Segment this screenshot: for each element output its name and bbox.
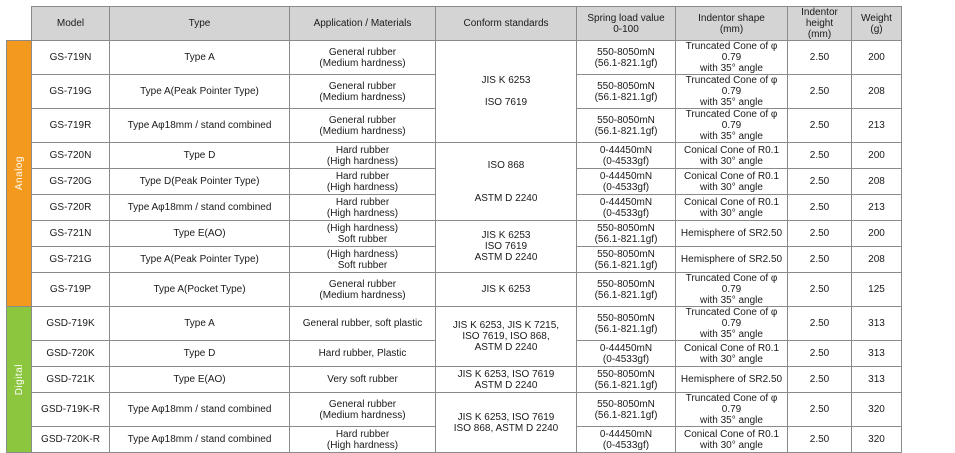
indentor-line: Truncated Cone of φ 0.79 <box>685 109 778 131</box>
spring-line: (0-4533gf) <box>602 155 650 167</box>
spring-line: (0-4533gf) <box>602 439 650 451</box>
app-line: Hard rubber <box>335 428 390 440</box>
cell-spring-load <box>577 109 676 143</box>
cell-indentor-shape <box>676 367 788 393</box>
app-line: General rubber, soft plastic <box>302 318 423 329</box>
cell-indentor-shape <box>676 341 788 367</box>
indentor-line: with 35° angle <box>700 295 763 306</box>
cell-spring-load <box>577 427 676 453</box>
spring-line: (56.1-821.1gf) <box>594 379 658 391</box>
spring-line: (56.1-821.1gf) <box>594 289 658 301</box>
indentor-line: Truncated Cone of φ 0.79 <box>685 273 778 295</box>
spring-line: (0-4533gf) <box>602 181 650 193</box>
header-spring-load <box>577 7 676 41</box>
standard-line: ISO 868 <box>487 159 525 171</box>
cell-weight: 125 <box>852 273 902 307</box>
cell-weight: 208 <box>852 75 902 109</box>
indentor-line: Conical Cone of R0.1 <box>683 170 780 182</box>
cell-application <box>290 427 436 453</box>
header-spring-line1: Spring load value <box>587 12 665 24</box>
app-line: (High hardness) <box>326 181 399 193</box>
cell-standards <box>436 393 577 453</box>
cell-type: Type Aφ18mm / stand combined <box>110 195 290 221</box>
standard-line: ISO 7619, ISO 868, <box>462 331 550 342</box>
cell-type: Type E(AO) <box>110 367 290 393</box>
spring-line: 0-44450mN <box>599 342 653 354</box>
cell-application <box>290 341 436 367</box>
header-spring-line2: 0-100 <box>613 23 639 35</box>
standard-line: ISO 7619 <box>484 97 528 108</box>
corner-cell <box>7 7 32 41</box>
spring-line: 550-8050mN <box>597 278 655 290</box>
cell-indentor-shape <box>676 221 788 247</box>
cell-spring-load <box>577 307 676 341</box>
spring-line: 0-44450mN <box>599 428 653 440</box>
header-weight-line1: Weight <box>861 12 892 24</box>
cell-indentor-shape <box>676 427 788 453</box>
cell-weight: 213 <box>852 109 902 143</box>
spring-line: 550-8050mN <box>597 46 655 58</box>
app-line: (High hardness) <box>326 222 399 234</box>
header-indentor-line1: Indentor shape <box>698 12 765 24</box>
cell-type: Type D <box>110 143 290 169</box>
cell-type: Type A(Pocket Type) <box>110 273 290 307</box>
cell-application <box>290 393 436 427</box>
cell-application <box>290 41 436 75</box>
app-line: Hard rubber <box>335 196 390 208</box>
cell-indentor-height: 2.50 <box>788 393 852 427</box>
header-indentor-line2: (mm) <box>719 23 744 35</box>
spring-line: (56.1-821.1gf) <box>594 409 658 421</box>
standard-line: ASTM D 2240 <box>474 342 538 353</box>
cell-weight: 213 <box>852 195 902 221</box>
cell-type: Type A(Peak Pointer Type) <box>110 75 290 109</box>
cell-type: Type A <box>110 307 290 341</box>
app-line: (Medium hardness) <box>319 289 406 301</box>
cell-indentor-height: 2.50 <box>788 307 852 341</box>
app-line: (High hardness) <box>326 439 399 451</box>
spring-line: (56.1-821.1gf) <box>594 57 658 69</box>
cell-standards <box>436 143 577 221</box>
table-row <box>7 273 950 307</box>
cell-model: GS-721G <box>32 247 110 273</box>
cell-spring-load <box>577 393 676 427</box>
cell-indentor-shape <box>676 41 788 75</box>
table-row <box>7 143 950 169</box>
app-line: General rubber <box>328 80 397 92</box>
app-line: General rubber <box>328 46 397 58</box>
category-digital <box>7 307 32 453</box>
spring-line: 550-8050mN <box>597 368 655 380</box>
standard-line: ISO 868, ASTM D 2240 <box>453 422 559 434</box>
spring-line: (0-4533gf) <box>602 353 650 365</box>
cell-model: GS-719R <box>32 109 110 143</box>
cell-weight: 320 <box>852 427 902 453</box>
cell-indentor-shape <box>676 393 788 427</box>
cell-model: GS-719N <box>32 41 110 75</box>
indentor-line: Hemisphere of SR2.50 <box>680 374 783 385</box>
cell-indentor-shape <box>676 143 788 169</box>
cell-model: GS-719P <box>32 273 110 307</box>
cell-indentor-height: 2.50 <box>788 247 852 273</box>
cell-spring-load <box>577 221 676 247</box>
cell-indentor-height: 2.50 <box>788 109 852 143</box>
indentor-line: with 30° angle <box>700 181 763 193</box>
category-analog-label: Analog <box>13 156 25 191</box>
indentor-line: Hemisphere of SR2.50 <box>680 228 783 239</box>
table-row <box>7 307 950 341</box>
app-line: General rubber <box>328 278 397 290</box>
cell-weight: 313 <box>852 341 902 367</box>
header-standards: Conform standards <box>436 7 577 41</box>
header-height-line2: (mm) <box>807 29 832 40</box>
app-line: Soft rubber <box>337 233 388 245</box>
spring-line: (0-4533gf) <box>602 207 650 219</box>
category-analog <box>7 41 32 307</box>
cell-model: GS-720N <box>32 143 110 169</box>
cell-standards <box>436 307 577 367</box>
app-line: (High hardness) <box>326 155 399 167</box>
cell-spring-load <box>577 169 676 195</box>
spring-line: (56.1-821.1gf) <box>594 259 658 271</box>
app-line: General rubber <box>328 398 397 410</box>
indentor-line: Truncated Cone of φ 0.79 <box>685 393 778 415</box>
indentor-line: Conical Cone of R0.1 <box>683 342 780 354</box>
spring-line: (56.1-821.1gf) <box>594 233 658 245</box>
cell-weight: 200 <box>852 143 902 169</box>
cell-model: GS-720G <box>32 169 110 195</box>
cell-type: Type E(AO) <box>110 221 290 247</box>
category-digital-label: Digital <box>13 363 25 396</box>
indentor-line: with 35° angle <box>700 97 763 108</box>
table-row <box>7 41 950 75</box>
cell-indentor-height: 2.50 <box>788 341 852 367</box>
cell-model: GSD-719K-R <box>32 393 110 427</box>
table-row <box>7 221 950 247</box>
indentor-line: with 35° angle <box>700 131 763 142</box>
indentor-line: with 35° angle <box>700 63 763 74</box>
cell-weight: 208 <box>852 169 902 195</box>
app-line: (Medium hardness) <box>319 91 406 103</box>
table-row <box>7 367 950 393</box>
header-height-line1: Indentor height <box>801 7 838 29</box>
standard-line: ASTM D 2240 <box>474 192 538 204</box>
cell-application <box>290 367 436 393</box>
cell-type: Type Aφ18mm / stand combined <box>110 393 290 427</box>
header-application: Application / Materials <box>290 7 436 41</box>
indentor-line: with 30° angle <box>700 155 763 167</box>
app-line: Hard rubber <box>335 170 390 182</box>
cell-indentor-height: 2.50 <box>788 75 852 109</box>
cell-weight: 320 <box>852 393 902 427</box>
table-row <box>7 393 950 427</box>
indentor-line: with 30° angle <box>700 439 763 451</box>
cell-standards: JIS K 6253 <box>436 273 577 307</box>
cell-model: GS-719G <box>32 75 110 109</box>
header-type: Type <box>110 7 290 41</box>
indentor-line: with 30° angle <box>700 353 763 365</box>
standard-line: ASTM D 2240 <box>474 252 538 263</box>
standard-line: ASTM D 2240 <box>474 379 538 391</box>
cell-spring-load <box>577 143 676 169</box>
standard-line: JIS K 6253, JIS K 7215, <box>452 320 560 331</box>
cell-indentor-height: 2.50 <box>788 169 852 195</box>
cell-indentor-height: 2.50 <box>788 221 852 247</box>
cell-indentor-shape <box>676 75 788 109</box>
app-line: (Medium hardness) <box>319 57 406 69</box>
cell-weight: 200 <box>852 41 902 75</box>
spring-line: (56.1-821.1gf) <box>594 91 658 103</box>
indentor-line: with 35° angle <box>700 329 763 340</box>
spring-line: 0-44450mN <box>599 196 653 208</box>
cell-type: Type A(Peak Pointer Type) <box>110 247 290 273</box>
cell-indentor-shape <box>676 273 788 307</box>
cell-spring-load <box>577 247 676 273</box>
cell-type: Type D(Peak Pointer Type) <box>110 169 290 195</box>
cell-indentor-height: 2.50 <box>788 41 852 75</box>
standard-line: JIS K 6253 <box>481 75 531 86</box>
cell-spring-load <box>577 75 676 109</box>
indentor-line: Truncated Cone of φ 0.79 <box>685 307 778 329</box>
cell-spring-load <box>577 367 676 393</box>
cell-weight: 313 <box>852 367 902 393</box>
cell-indentor-height: 2.50 <box>788 273 852 307</box>
cell-indentor-height: 2.50 <box>788 427 852 453</box>
cell-application <box>290 109 436 143</box>
cell-weight: 313 <box>852 307 902 341</box>
cell-model: GS-721N <box>32 221 110 247</box>
standard-line: JIS K 6253, ISO 7619 <box>457 368 555 380</box>
cell-type: Type A <box>110 41 290 75</box>
indentor-line: Truncated Cone of φ 0.79 <box>685 41 778 63</box>
standard-line: JIS K 6253 <box>481 230 531 241</box>
cell-indentor-shape <box>676 109 788 143</box>
header-model: Model <box>32 7 110 41</box>
spring-line: 550-8050mN <box>597 248 655 260</box>
cell-type: Type Aφ18mm / stand combined <box>110 109 290 143</box>
cell-indentor-height: 2.50 <box>788 143 852 169</box>
cell-model: GSD-721K <box>32 367 110 393</box>
spec-table-container <box>6 6 949 451</box>
cell-spring-load <box>577 273 676 307</box>
cell-model: GS-720R <box>32 195 110 221</box>
app-line: Hard rubber <box>335 144 390 156</box>
cell-application <box>290 221 436 247</box>
cell-standards <box>436 41 577 143</box>
header-weight-line2: (g) <box>870 23 883 35</box>
cell-application <box>290 307 436 341</box>
app-line: (High hardness) <box>326 207 399 219</box>
cell-standards <box>436 367 577 393</box>
cell-spring-load <box>577 341 676 367</box>
hardness-tester-spec-table <box>6 6 950 453</box>
cell-model: GSD-720K <box>32 341 110 367</box>
cell-indentor-height: 2.50 <box>788 367 852 393</box>
indentor-line: Conical Cone of R0.1 <box>683 428 780 440</box>
app-line: Very soft rubber <box>327 374 398 385</box>
cell-weight: 208 <box>852 247 902 273</box>
cell-standards <box>436 221 577 273</box>
app-line: Soft rubber <box>337 259 388 271</box>
spring-line: 550-8050mN <box>597 398 655 410</box>
indentor-line: Hemisphere of SR2.50 <box>680 254 783 265</box>
cell-application <box>290 75 436 109</box>
cell-spring-load <box>577 41 676 75</box>
spring-line: 550-8050mN <box>597 312 655 324</box>
indentor-line: Conical Cone of R0.1 <box>683 144 780 156</box>
indentor-line: Truncated Cone of φ 0.79 <box>685 75 778 97</box>
cell-indentor-shape <box>676 195 788 221</box>
indentor-line: with 35° angle <box>700 415 763 426</box>
spring-line: 550-8050mN <box>597 222 655 234</box>
table-body <box>7 41 950 453</box>
cell-indentor-height: 2.50 <box>788 195 852 221</box>
cell-indentor-shape <box>676 307 788 341</box>
cell-model: GSD-720K-R <box>32 427 110 453</box>
cell-model: GSD-719K <box>32 307 110 341</box>
cell-application <box>290 247 436 273</box>
header-indentor-height <box>788 7 852 41</box>
cell-spring-load <box>577 195 676 221</box>
cell-application <box>290 273 436 307</box>
spring-line: 0-44450mN <box>599 144 653 156</box>
cell-application <box>290 169 436 195</box>
spring-line: 0-44450mN <box>599 170 653 182</box>
cell-type: Type D <box>110 341 290 367</box>
cell-indentor-shape <box>676 247 788 273</box>
app-line: (Medium hardness) <box>319 409 406 421</box>
app-line: Hard rubber, Plastic <box>318 348 407 359</box>
cell-application <box>290 195 436 221</box>
spring-line: 550-8050mN <box>597 80 655 92</box>
cell-type: Type Aφ18mm / stand combined <box>110 427 290 453</box>
spring-line: 550-8050mN <box>597 114 655 126</box>
indentor-line: with 30° angle <box>700 207 763 219</box>
header-indentor-shape <box>676 7 788 41</box>
app-line: (Medium hardness) <box>319 125 406 137</box>
app-line: General rubber <box>328 114 397 126</box>
cell-application <box>290 143 436 169</box>
cell-indentor-shape <box>676 169 788 195</box>
indentor-line: Conical Cone of R0.1 <box>683 196 780 208</box>
header-weight <box>852 7 902 41</box>
header-row <box>7 7 950 41</box>
spring-line: (56.1-821.1gf) <box>594 323 658 335</box>
standard-line: ISO 7619 <box>484 241 528 252</box>
spring-line: (56.1-821.1gf) <box>594 125 658 137</box>
cell-weight: 200 <box>852 221 902 247</box>
app-line: (High hardness) <box>326 248 399 260</box>
standard-line: JIS K 6253, ISO 7619 <box>457 411 555 423</box>
